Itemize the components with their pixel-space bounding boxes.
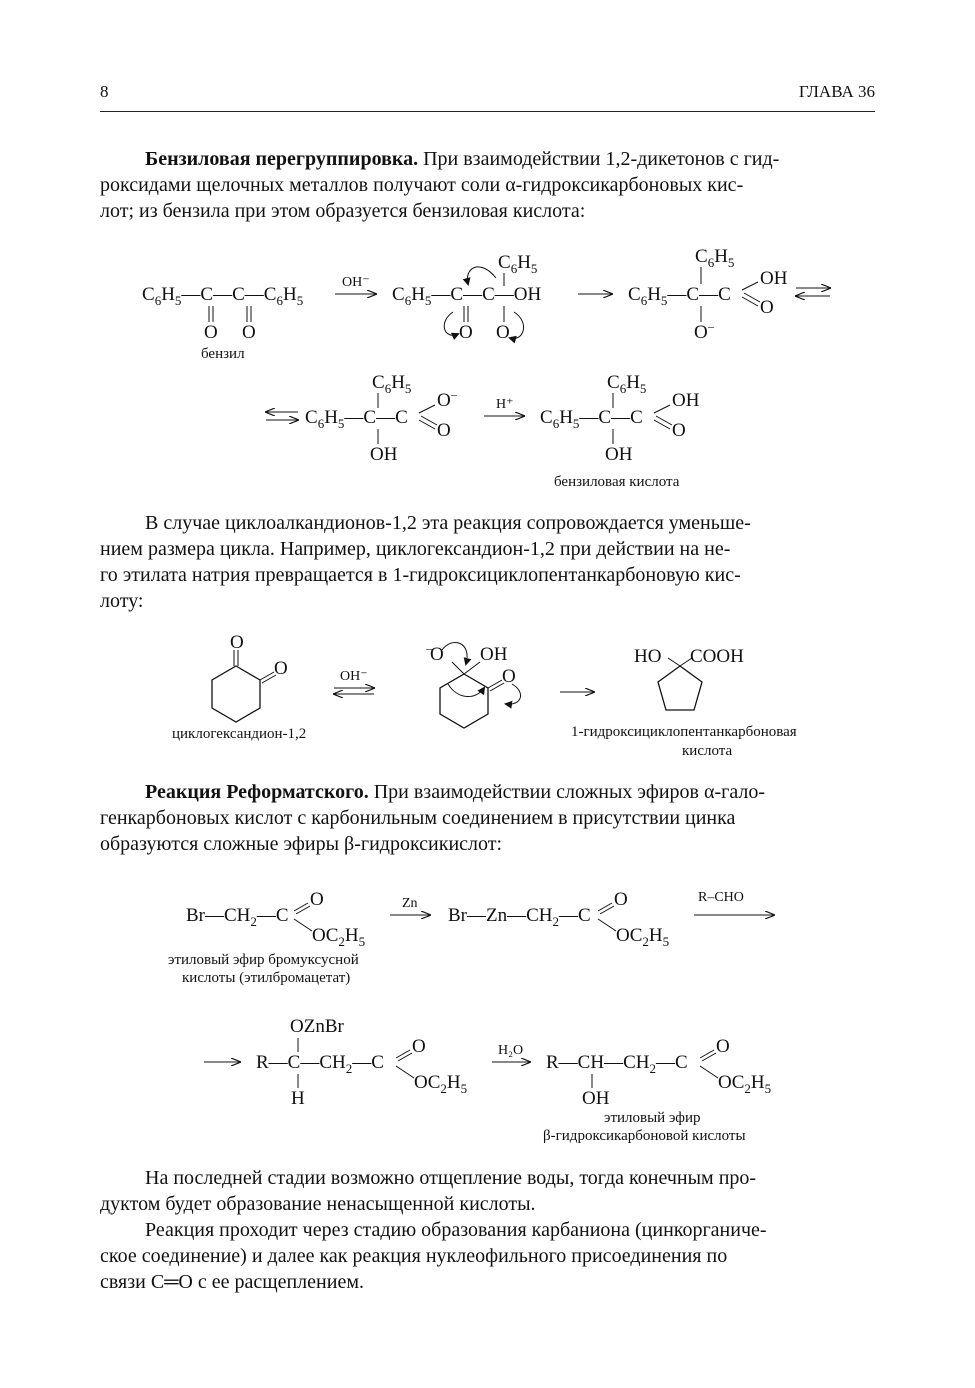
svg-text:C6H5: $C_6H_5$ [372, 372, 412, 396]
svg-text:OH: OH [582, 1088, 610, 1109]
water-reagent: H₂O [498, 1043, 524, 1058]
svg-text:O: O [430, 644, 444, 665]
svg-text:–: – [451, 387, 457, 401]
svg-text:R—C—CH2—C: $R—C—CH_2—C$ [256, 1052, 384, 1076]
svg-text:OC2H5: $OC_2H_5$ [616, 925, 670, 949]
cyclo-line2: нием размера цикла. Например, циклогександион-1,2 при действии на не- [100, 538, 731, 560]
svg-text:–: – [426, 641, 432, 655]
label-beta-ester-line1: этиловый эфир [604, 1110, 701, 1126]
svg-text:HO: HO [634, 646, 662, 667]
zn-reagent: Zn [402, 896, 418, 911]
svg-text:C6H5—C—C—OH: $C_6H_5—C—C—OH$ [392, 284, 542, 308]
svg-text:C6H5—C—C: $C_6H_5—C—C$ [540, 407, 643, 431]
h-plus-reagent: H⁺ [496, 397, 514, 412]
svg-text:O: O [614, 889, 628, 910]
svg-text:OH: OH [370, 444, 398, 465]
reformatsky-line3: образуются сложные эфиры β-гидроксикислот: [100, 833, 503, 855]
svg-text:OH: OH [760, 268, 788, 289]
svg-text:O: O [694, 322, 708, 343]
svg-text:–: – [708, 319, 714, 333]
svg-text:OC2H5: $OC_2H_5$ [414, 1072, 468, 1096]
svg-text:OC2H5: $OC_2H_5$ [718, 1072, 772, 1096]
final-p1-line1: На последней стадии возможно отщепление воды, тогда конечным про- [145, 1167, 757, 1189]
label-beta-ester-line2: β-гидроксикарбоновой кислоты [543, 1128, 746, 1144]
benzil-paragraph [100, 146, 875, 224]
final-p2-line2: ское соединение) и далее как реакция нуклеофильного присоединения по [100, 1245, 728, 1267]
oh-reagent-2: OH⁻ [340, 669, 368, 684]
svg-text:H: H [291, 1088, 305, 1109]
reformatsky-paragraph [100, 779, 875, 857]
cyclo-scheme [190, 628, 790, 728]
svg-text:O: O [502, 666, 516, 687]
svg-text:O: O [242, 322, 256, 343]
benzil-line3: лот; из бензила при этом образуется бензиловая кислота: [100, 200, 586, 222]
aldehyde-reagent: R–CHO [698, 890, 744, 905]
reformatsky-scheme-row2 [200, 1010, 800, 1110]
svg-text:Br—Zn—CH2—C: $Br—Zn—CH_2—C$ [448, 905, 591, 929]
svg-text:O: O [672, 420, 686, 441]
final-paragraph-1 [100, 1165, 875, 1217]
cyclo-line1: В случае циклоалкандионов-1,2 эта реакция сопровождается уменьше- [145, 512, 751, 534]
page-number: 8 [100, 82, 109, 101]
cyclo-line4: лоту: [100, 590, 144, 612]
benzil-line2: роксидами щелочных металлов получают соли α-гидроксикарбоновых кис- [100, 174, 744, 196]
svg-text:O: O [716, 1036, 730, 1057]
svg-text:O: O [204, 322, 218, 343]
final-p1-line2: дуктом будет образование ненасыщенной кислоты. [100, 1193, 536, 1215]
chapter-header: ГЛАВА 36 [798, 82, 875, 101]
cyclo-line3: го этилата натрия превращается в 1-гидроксициклопентанкарбоновую кис- [100, 564, 741, 586]
svg-text:O: O [437, 420, 451, 441]
svg-text:C6H5: $C_6H_5$ [607, 372, 647, 396]
svg-text:O: O [459, 322, 473, 343]
benzil-scheme-row2 [262, 368, 742, 468]
svg-text:COOH: COOH [690, 646, 744, 667]
label-benzilic-acid: бензиловая кислота [554, 474, 680, 490]
label-ethyl-bromoacetate-line2: кислоты (этилбромацетат) [182, 970, 351, 986]
reformatsky-title: Реакция Реформатского. [145, 781, 369, 803]
benzil-line1: При взаимодействии 1,2-дикетонов с гид- [423, 148, 780, 170]
svg-text:C6H5—C—C: $C_6H_5—C—C$ [305, 407, 408, 431]
svg-text:O: O [437, 390, 451, 411]
reformatsky-scheme-row1 [180, 875, 790, 955]
reformatsky-line1: При взаимодействии сложных эфиров α-гало- [373, 781, 766, 803]
svg-text:O: O [274, 658, 288, 679]
final-p2-line1: Реакция проходит через стадию образования карбаниона (цинкорганиче- [145, 1219, 767, 1241]
oh-reagent-1: OH⁻ [342, 275, 370, 290]
svg-text:O: O [412, 1036, 426, 1057]
final-paragraph-2 [100, 1217, 875, 1295]
svg-text:O: O [496, 322, 510, 343]
label-benzil: бензил [201, 346, 245, 362]
svg-text:C6H5: $C_6H_5$ [498, 252, 538, 276]
label-hcpa-line1: 1-гидроксициклопентанкарбоновая [571, 724, 797, 740]
benzil-title: Бензиловая перегруппировка. [145, 148, 419, 170]
svg-text:OH: OH [672, 390, 700, 411]
svg-text:OZnBr: OZnBr [290, 1016, 344, 1037]
header-rule [100, 111, 875, 112]
svg-text:Br—CH2—C: $Br—CH_2—C$ [186, 905, 289, 929]
svg-text:OC2H5: $OC_2H_5$ [312, 925, 366, 949]
label-ethyl-bromoacetate-line1: этиловый эфир бромуксусной [168, 952, 359, 968]
svg-text:OH: OH [605, 444, 633, 465]
reformatsky-line2: генкарбоновых кислот с карбонильным соединением в присутствии цинка [100, 807, 736, 829]
svg-text:C6H5: $C_6H_5$ [695, 246, 735, 270]
svg-text:O: O [230, 632, 244, 653]
label-hcpa-line2: кислота [682, 743, 733, 759]
cyclo-paragraph [100, 510, 875, 614]
svg-text:R—CH—CH2—C: $R—CH—CH_2—C$ [546, 1052, 688, 1076]
svg-text:OH: OH [480, 644, 508, 665]
label-cyclohexanedione: циклогександион-1,2 [172, 726, 307, 742]
svg-text:O: O [310, 889, 324, 910]
svg-text:C6H5—C—C—C6H5: $C_6H_5—C—C—C_6H_5$ [142, 284, 304, 308]
svg-text:O: O [760, 297, 774, 318]
svg-text:–: – [510, 333, 516, 345]
final-p2-line3: связи C═O с ее расщеплением. [100, 1271, 364, 1293]
svg-text:C6H5—C—C: $C_6H_5—C—C$ [628, 284, 731, 308]
